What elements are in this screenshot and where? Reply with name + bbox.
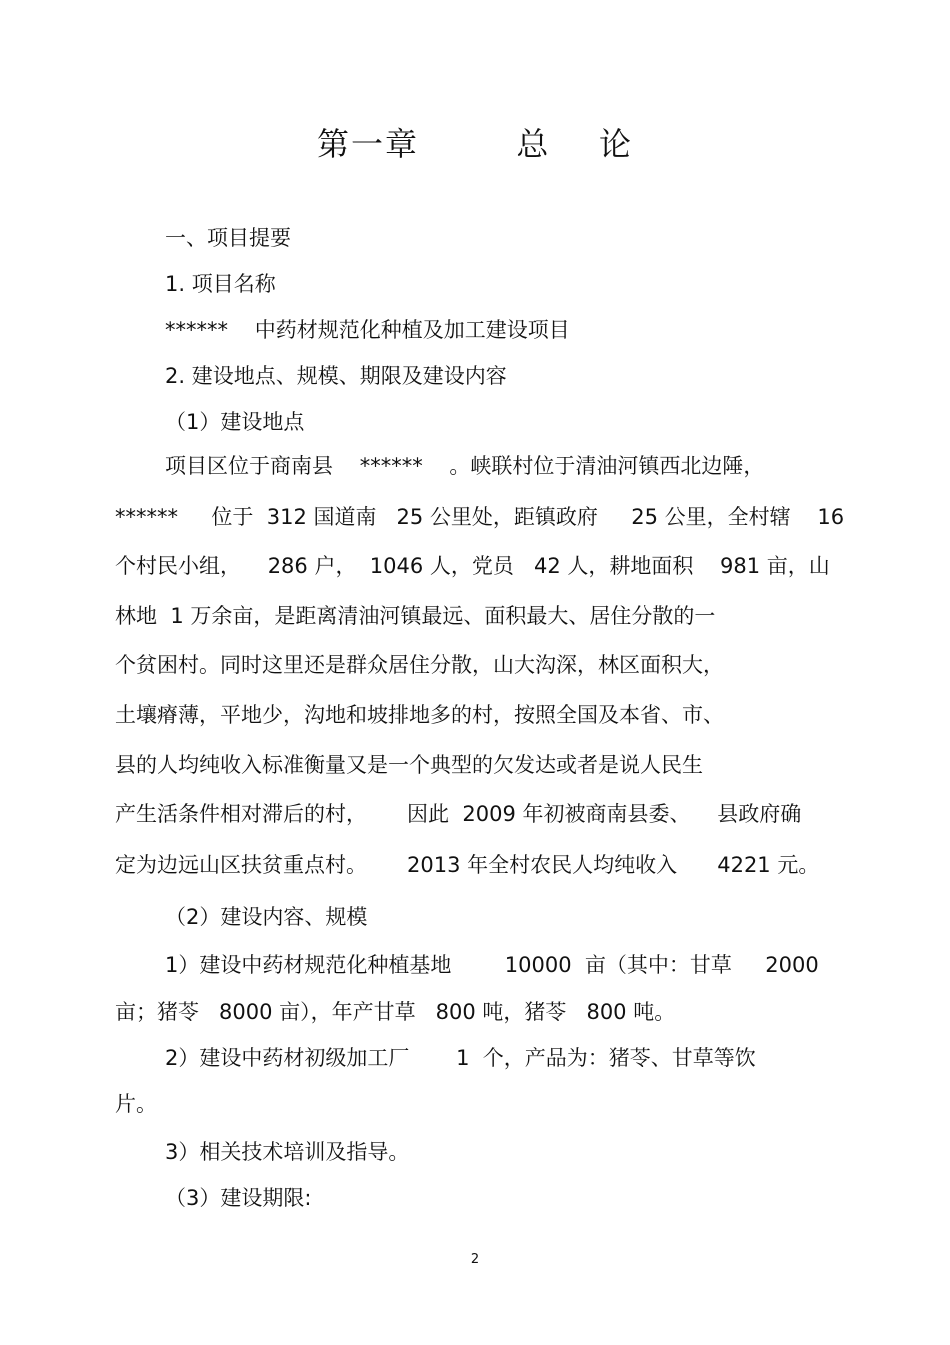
paragraph-line: ****** 位于 312 国道南 25 公里处，距镇政府 25 公里，全村辖 16 [115, 505, 845, 529]
paragraph-line: 定为边远山区扶贫重点村。 2013 年全村农民人均纯收入 4221 元。 [115, 853, 820, 877]
subheading-duration: （3）建设期限: [165, 1186, 312, 1210]
list-item-training: 3）相关技术培训及指导。 [165, 1140, 410, 1164]
list-item-continuation: 片。 [115, 1092, 157, 1116]
subheading-content-scale: （2）建设内容、规模 [165, 905, 368, 929]
project-name-text: ****** 中药材规范化种植及加工建设项目 [165, 318, 570, 342]
paragraph-line: 产生活条件相对滞后的村， 因此 2009 年初被商南县委、 县政府确 [115, 802, 802, 826]
chapter-title: 第一章 总 论 [316, 125, 634, 163]
page-number: 2 [470, 1252, 480, 1267]
subheading-location: （1）建设地点 [165, 410, 305, 434]
subheading-location-scale: 2. 建设地点、规模、期限及建设内容 [165, 364, 507, 388]
paragraph-line: 土壤瘠薄，平地少，沟地和坡排地多的村，按照全国及本省、市、 [115, 703, 724, 727]
paragraph-line: 个村民小组， 286 户， 1046 人，党员 42 人，耕地面积 981 亩，山 [115, 554, 830, 578]
paragraph-line: 林地 1 万余亩，是距离清油河镇最远、面积最大、居住分散的一 [115, 604, 716, 628]
section-heading-project-summary: 一、项目提要 [165, 226, 291, 250]
list-item-processing-plant: 2）建设中药材初级加工厂 1 个，产品为：猪苓、甘草等饮 [165, 1046, 756, 1070]
list-item-continuation: 亩；猪苓 8000 亩），年产甘草 800 吨，猪苓 800 吨。 [115, 1000, 676, 1024]
paragraph-line: 个贫困村。同时这里还是群众居住分散，山大沟深，林区面积大， [115, 653, 724, 677]
paragraph-line: 县的人均纯收入标准衡量又是一个典型的欠发达或者是说人民生 [115, 753, 703, 777]
paragraph-line: 项目区位于商南县 ****** 。峡联村位于清油河镇西北边陲， [165, 454, 765, 478]
list-item-planting-base: 1）建设中药材规范化种植基地 10000 亩（其中：甘草 2000 [165, 953, 819, 977]
subheading-project-name: 1. 项目名称 [165, 272, 276, 296]
